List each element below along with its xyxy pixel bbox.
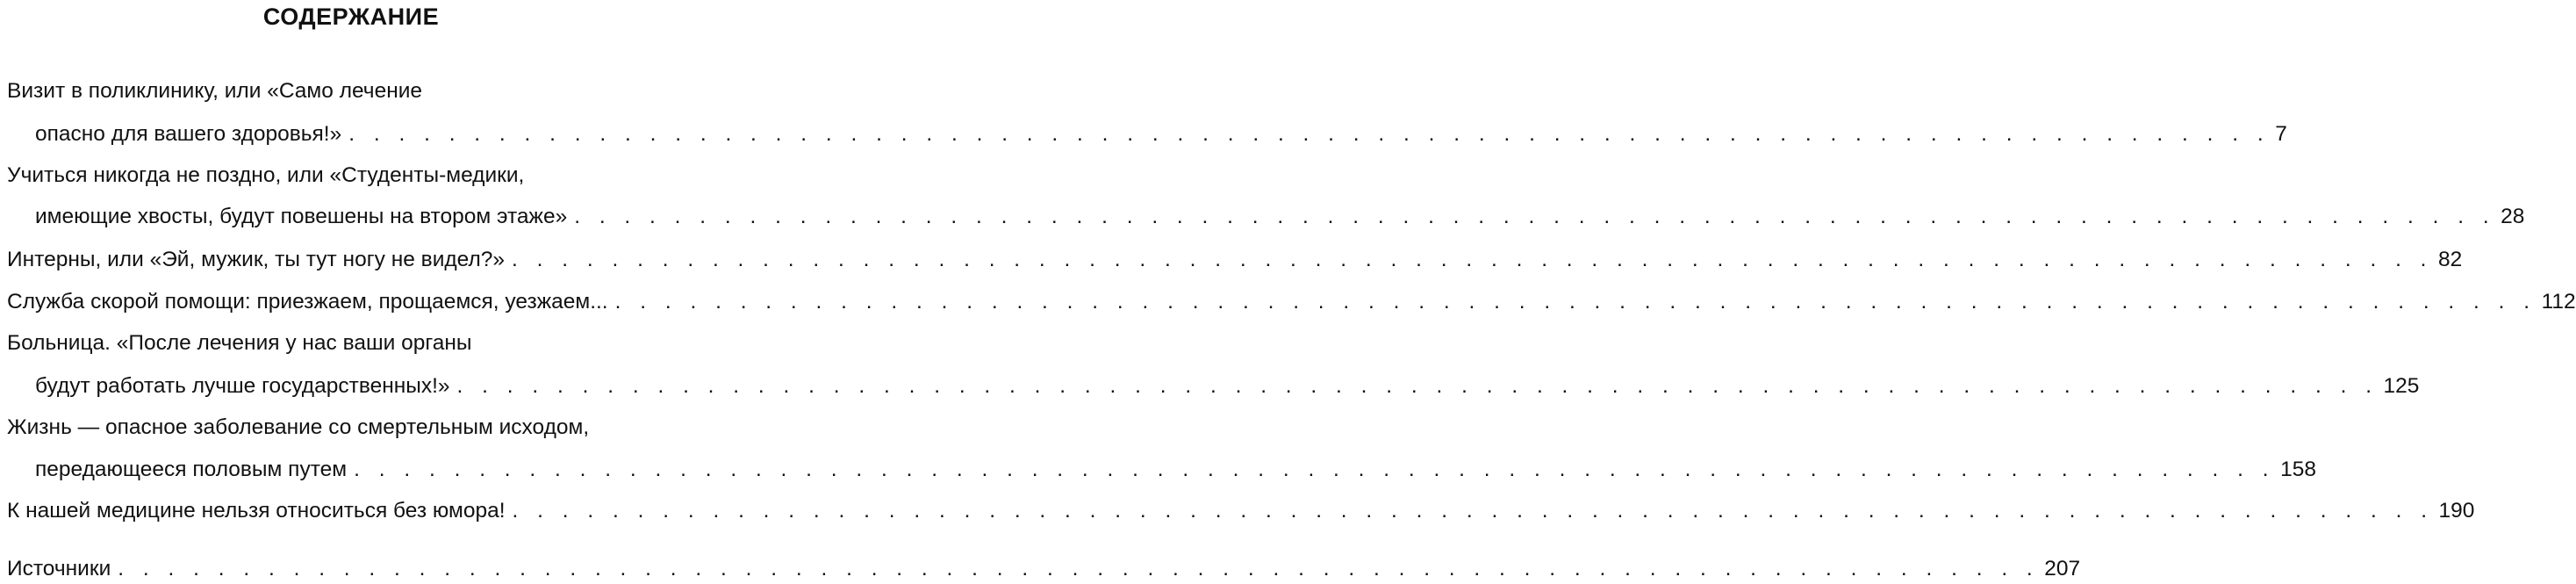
toc-entry-text: опасно для вашего здоровья!» [35, 122, 342, 146]
toc-entry-6-line-1 [7, 413, 697, 443]
page-number: 158 [2280, 458, 2316, 481]
toc-entry-1-line-1 [7, 76, 697, 106]
toc-entry-text: будут работать лучше государственных!» [35, 374, 450, 398]
toc-entry-2-line-1 [7, 161, 697, 191]
toc-entry-text: Больница. «После лечения у нас ваши органы [7, 331, 472, 355]
toc-entry-6-line-2[interactable] [35, 455, 2316, 485]
dot-leader: . . . . . . . . . . . . . . . . . . . . . . . . . . . . . . . . . . . . . . . . . . . . . . . . . . . . . . . . . . . . . . . . . . . . . . . . . . . . . [348, 122, 2271, 146]
dot-leader: . . . . . . . . . . . . . . . . . . . . . . . . . . . . . . . . . . . . . . . . . . . . . . . . . . . . . . . . . . . . . . . . . . . . . . . . . . . . . [118, 557, 2040, 580]
toc-entry-text: Источники [7, 557, 111, 580]
toc-entry-8[interactable] [7, 554, 2081, 584]
toc-entry-5-line-1 [7, 328, 697, 358]
page-number: 82 [2438, 248, 2463, 271]
toc-entry-4[interactable] [7, 287, 2576, 317]
toc-entry-text: Учиться никогда не поздно, или «Студенты-медики, [7, 163, 525, 187]
page-number: 125 [2383, 374, 2420, 398]
toc-entry-text: Жизнь — опасное заболевание со смертельным исходом, [7, 415, 590, 439]
toc-entry-5-line-2[interactable] [35, 371, 2420, 401]
toc-entry-text: К нашей медицине нельзя относиться без юмора! [7, 499, 506, 523]
toc-entry-2-line-2[interactable] [35, 202, 2525, 232]
page-number: 207 [2044, 557, 2081, 580]
toc-entry-text: имеющие хвосты, будут повешены на втором этаже» [35, 205, 568, 228]
page-number: 28 [2501, 205, 2525, 228]
dot-leader: . . . . . . . . . . . . . . . . . . . . . . . . . . . . . . . . . . . . . . . . . . . . . . . . . . . . . . . . . . . . . . . . . . . . . . . . . . . . . [354, 458, 2276, 481]
toc-entry-7[interactable] [7, 496, 2475, 526]
dot-leader: . . . . . . . . . . . . . . . . . . . . . . . . . . . . . . . . . . . . . . . . . . . . . . . . . . . . . . . . . . . . . . . . . . . . . . . . . . . . . [512, 499, 2434, 523]
toc-entry-text: передающееся половым путем [35, 458, 348, 481]
toc-entry-text: Визит в поликлинику, или «Само лечение [7, 79, 423, 103]
dot-leader: . . . . . . . . . . . . . . . . . . . . . . . . . . . . . . . . . . . . . . . . . . . . . . . . . . . . . . . . . . . . . . . . . . . . . . . . . . . . . [574, 205, 2496, 228]
page-number: 190 [2438, 499, 2475, 523]
toc-entry-3[interactable] [7, 245, 2463, 275]
toc-entry-text: Служба скорой помощи: приезжаем, прощаемся, уезжаем... [7, 290, 608, 314]
dot-leader: . . . . . . . . . . . . . . . . . . . . . . . . . . . . . . . . . . . . . . . . . . . . . . . . . . . . . . . . . . . . . . . . . . . . . . . . . . . . . [456, 374, 2379, 398]
dot-leader: . . . . . . . . . . . . . . . . . . . . . . . . . . . . . . . . . . . . . . . . . . . . . . . . . . . . . . . . . . . . . . . . . . . . . . . . . . . . . [614, 290, 2537, 314]
toc-entry-text: Интерны, или «Эй, мужик, ты тут ногу не видел?» [7, 248, 506, 271]
page-number: 7 [2275, 122, 2287, 146]
page-title: СОДЕРЖАНИЕ [262, 4, 440, 30]
page-number: 112 [2541, 290, 2576, 314]
dot-leader: . . . . . . . . . . . . . . . . . . . . . . . . . . . . . . . . . . . . . . . . . . . . . . . . . . . . . . . . . . . . . . . . . . . . . . . . . . . . . [512, 248, 2433, 271]
toc-entry-1-line-2[interactable] [35, 119, 2287, 149]
